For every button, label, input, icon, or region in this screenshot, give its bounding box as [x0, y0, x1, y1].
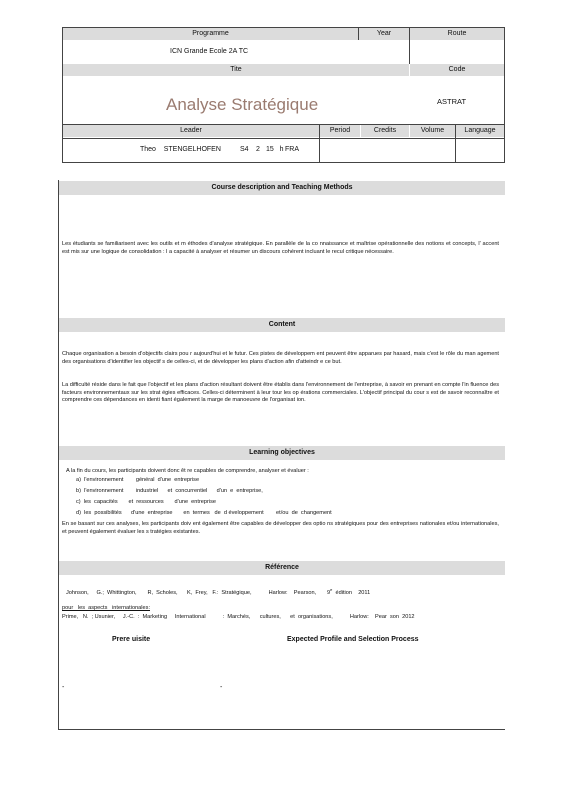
description-text: Les étudiants se familiarisent avec les outils et m éthodes d'analyse stratégique. En parallèle de la co nnaissance et maîtrise opérationnelle des notions et concepts, l' accent est mis sur une logique de consolidation : l a capacité à analyser et résumer un discours cohérent incluant le recul critique nécessaire. [62, 241, 499, 255]
divider [455, 125, 456, 162]
divider [319, 125, 320, 162]
body-border-bottom [58, 729, 505, 730]
credits-label: Credits [361, 125, 409, 137]
prerequisite-heading: Prere uisite [112, 636, 151, 643]
year-label: Year [359, 28, 409, 40]
leader-label: Leader [63, 125, 319, 137]
course-title: Analyse Stratégique [166, 95, 319, 114]
content-paragraph-1: Chaque organisation a besoin d'objectifs clairs pou r aujourd'hui et le futur. Ces pistes de développem ent peuvent être apparues par hasard, mais c'est le rôle du man agement des organisations d'identifier les objectif s de celles-ci, et de développer les plans d'action afin d'atteindr e ce but. [62, 351, 499, 365]
content-paragraph-2: La difficulté réside dans le fait que l'objectif et les plans d'action résultant doivent être établis dans l'environnement de l'entreprise, à savoir en prenant en compte l'in fluence des facteurs environnementaux sur les strat égies efficaces. Celles-ci déterminent à leur tour les op érations commerciales. L'objectif principal du cour s est de savoir reconnaître et comprendre ces dépendances en identi fiant également la marge de manoeuvre de l'organisat ion. [62, 382, 499, 404]
objectives-item: d) les possibilités d'une entreprise en termes de d éveloppement et/ou de changement [76, 510, 332, 516]
divider [409, 28, 410, 64]
language-value: FRA [285, 146, 299, 153]
reference-2: Prime, N. ; Usunier, J.-C. : Marketing International : Marchés, cultures, et organisations, Harlow: Pear son 2012 [62, 614, 415, 620]
objectives-intro: A la fin du cours, les participants doivent donc êt re capables de comprendre, analyser et évaluer : [66, 468, 309, 474]
objectives-outro: En se basant sur ces analyses, les participants doiv ent également être capables de développer des optio ns stratégiques pour des entreprises nationales et/ou internationales, et peuvent également évaluer les s tratégies existantes. [62, 521, 499, 535]
volume-value: 15 h [266, 146, 284, 153]
code-label: Code [410, 64, 504, 76]
objectives-item: c) les capacités et ressources d'une entreprise [76, 499, 217, 505]
prerequisite-value: - [62, 684, 65, 691]
programme-value: ICN Grande Ecole 2A TC [170, 48, 249, 55]
objectives-item: b) l'environnement industriel et concurrentiel d'un e entreprise, [76, 488, 263, 494]
divider [62, 138, 505, 139]
reference-1-text: Johnson, G.; Whittington, R, Scholes, K, Frey, F.: Stratégique, Harlow: Pearson, 9 [66, 589, 331, 596]
header-border-bottom [62, 162, 505, 163]
reference-1-edition: édition 2011 [332, 589, 371, 596]
reference-intl-label: pour les aspects internationales: [62, 605, 150, 611]
language-label: Language [456, 125, 504, 137]
programme-label: Programme [63, 28, 358, 40]
route-label: Route [410, 28, 504, 40]
reference-heading: Référence [59, 561, 505, 575]
leader-value: Theo STENGELHOFEN [140, 146, 221, 153]
title-label: Tite [63, 64, 409, 76]
credits-value: 2 [256, 146, 260, 153]
header-border-left [62, 27, 63, 162]
divider [358, 28, 359, 40]
reference-1-superscript: e [330, 587, 333, 592]
divider [62, 124, 505, 125]
content-heading: Content [59, 318, 505, 332]
objectives-item: a) l'environnement général d'une entreprise [76, 477, 200, 483]
objectives-heading: Learning objectives [59, 446, 505, 460]
period-label: Period [320, 125, 360, 137]
reference-1 [66, 586, 370, 597]
profile-heading: Expected Profile and Selection Process [287, 636, 419, 643]
volume-label: Volume [410, 125, 455, 137]
profile-value: - [220, 684, 223, 691]
description-heading: Course description and Teaching Methods [59, 181, 505, 195]
course-code: ASTRAT [437, 97, 467, 106]
period-value: S4 [240, 146, 249, 153]
header-border-right [504, 27, 505, 162]
